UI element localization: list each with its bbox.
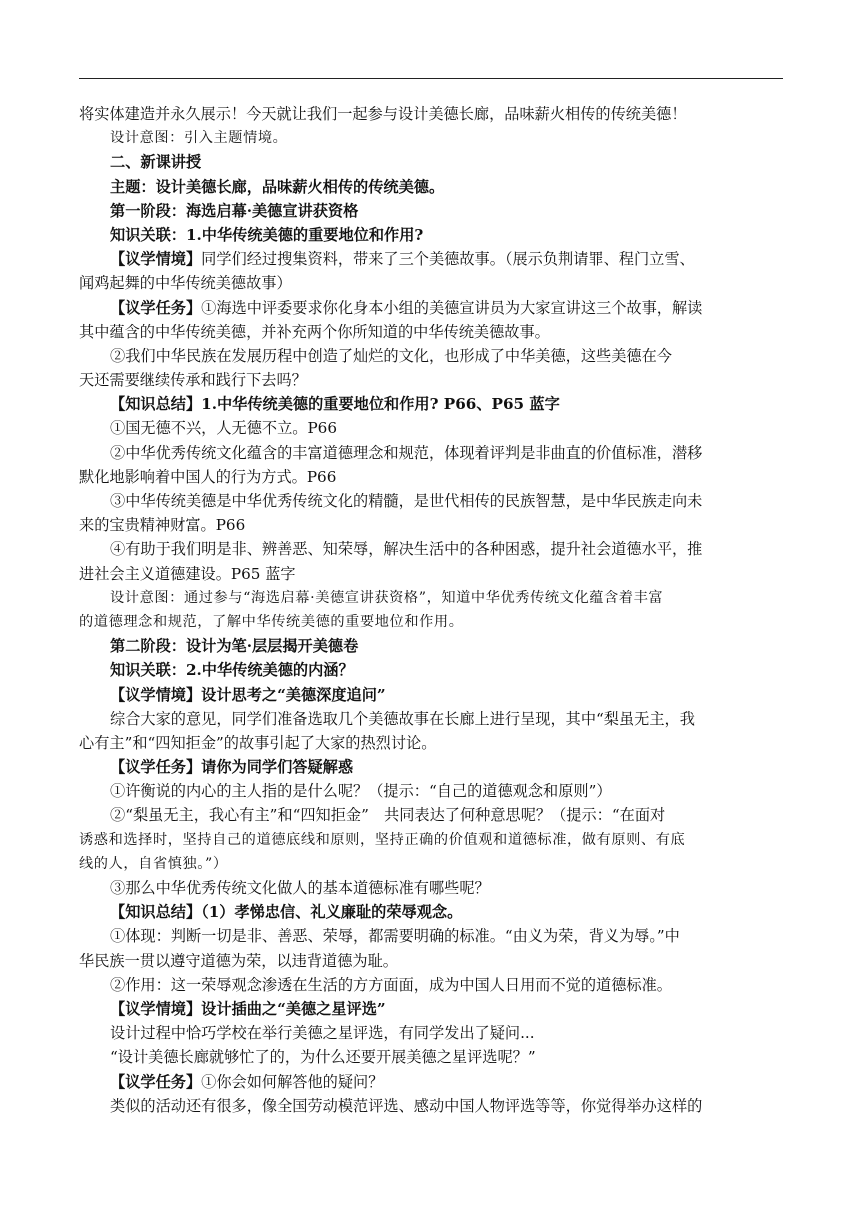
- design-intent-line: 设计意图：通过参与“海选启幕·美德宣讲获资格”，知道中华优秀传统文化蕴含着丰富: [110, 589, 664, 606]
- text-line: 进社会主义道德建设。P65 蓝字: [79, 564, 296, 583]
- text-line: 来的宝贵精神财富。P66: [79, 516, 246, 535]
- theme-heading: 主题：设计美德长廊，品味薪火相传的传统美德。: [110, 177, 445, 196]
- text-line: 默化地影响着中国人的行为方式。P66: [79, 467, 337, 486]
- text-line: 华民族一贯以遵守道德为荣，以违背道德为耻。: [79, 951, 398, 970]
- task-line: [79, 1070, 783, 1094]
- text-line: 心有主”和“四知拒金”的故事引起了大家的热烈讨论。: [79, 733, 437, 752]
- text-line: ②中华优秀传统文化蕴含的丰富道德理念和规范，体现着评判是非曲直的价值标准，潜移: [110, 443, 703, 462]
- task-label: 【议学任务】: [110, 298, 202, 317]
- summary-heading: 【知识总结】（1）孝悌忠信、礼义廉耻的荣辱观念。: [110, 903, 463, 922]
- stage-heading: 第一阶段：海选启幕·美德宣讲获资格: [110, 201, 359, 220]
- task-heading: 【议学任务】请你为同学们答疑解惑: [110, 758, 353, 777]
- text-line: ③中华传统美德是中华优秀传统文化的精髓，是世代相传的民族智慧，是中华民族走向未: [110, 492, 703, 510]
- text-line: “设计美德长廊就够忙了的，为什么还要开展美德之星评选呢？”: [110, 1048, 536, 1067]
- text-line: 综合大家的意见，同学们准备选取几个美德故事在长廊上进行呈现，其中“梨虽无主，我: [110, 709, 695, 728]
- text-line: ②作用：这一荣辱观念渗透在生活的方方面面，成为中国人日用而不觉的道德标准。: [110, 975, 672, 994]
- knowledge-link-heading: 知识关联：2.中华传统美德的内涵？: [110, 661, 354, 680]
- text-line: ①国无德不兴，人无德不立。P66: [110, 419, 337, 438]
- text-line: ③那么中华优秀传统文化做人的基本道德标准有哪些呢？: [110, 879, 490, 897]
- task-line: [79, 296, 783, 320]
- text-line: ②我们中华民族在发展历程中创造了灿烂的文化，也形成了中华美德，这些美德在今: [110, 346, 672, 365]
- text-line: 将实体建造并永久展示！今天就让我们一起参与设计美德长廊，品味薪火相传的传统美德！: [79, 105, 687, 123]
- scenario-line: [79, 247, 783, 271]
- design-intent-line: 设计意图：引入主题情境。: [110, 130, 288, 147]
- scenario-heading: 【议学情境】设计思考之“美德深度追问”: [110, 685, 386, 704]
- text-line: ②“梨虽无主，我心有主”和“四知拒金” 共同表达了何种意思呢？（提示：“在面对: [110, 806, 666, 825]
- text-line: 天还需要继续传承和践行下去吗？: [79, 371, 307, 390]
- text-line: 其中蕴含的中华传统美德，并补充两个你所知道的中华传统美德故事。: [79, 322, 550, 341]
- hint-line: 诱惑和选择时，坚持自己的道德底线和原则，坚持正确的价值观和道德标准，做有原则、有底: [79, 831, 686, 848]
- text-line: ④有助于我们明是非、辨善恶、知荣辱，解决生活中的各种困惑，提升社会道德水平，推: [110, 540, 703, 559]
- knowledge-link-heading: 知识关联：1.中华传统美德的重要地位和作用?: [110, 225, 424, 244]
- text-line: 闻鸡起舞的中华传统美德故事）: [79, 274, 292, 293]
- scenario-text: 同学们经过搜集资料，带来了三个美德故事。（展示负荆请罪、程门立雪、: [201, 250, 695, 269]
- scenario-heading: 【议学情境】设计插曲之“美德之星评选”: [110, 999, 386, 1018]
- hint-line: 线的人，自省慎独。”）: [79, 855, 228, 872]
- design-intent-line: 的道德理念和规范，了解中华传统美德的重要地位和作用。: [79, 613, 464, 630]
- text-line: ①许衡说的内心的主人指的是什么呢？（提示：“自己的道德观念和原则”）: [110, 782, 612, 801]
- document-body: [79, 102, 783, 1118]
- task-text: ①海选中评委要求你化身本小组的美德宣讲员为大家宣讲这三个故事，解读: [201, 298, 703, 317]
- text-line: ①体现：判断一切是非、善恶、荣辱，都需要明确的标准。“由义为荣，背义为辱。”中: [110, 927, 680, 946]
- header-rule: [79, 78, 783, 79]
- task-label: 【议学任务】: [110, 1072, 202, 1091]
- stage-heading: 第二阶段：设计为笔·层层揭开美德卷: [110, 637, 359, 656]
- text-line: 类似的活动还有很多，像全国劳动模范评选、感动中国人物评选等等，你觉得举办这样的: [110, 1096, 703, 1115]
- text-line: 设计过程中恰巧学校在举行美德之星评选，有同学发出了疑问...: [110, 1024, 535, 1043]
- section-heading: 二、新课讲授: [110, 153, 202, 172]
- summary-heading: 【知识总结】1.中华传统美德的重要地位和作用? P66、P65 蓝字: [110, 395, 560, 414]
- scenario-label: 【议学情境】: [110, 250, 202, 269]
- task-text: ①你会如何解答他的疑问？: [201, 1072, 384, 1091]
